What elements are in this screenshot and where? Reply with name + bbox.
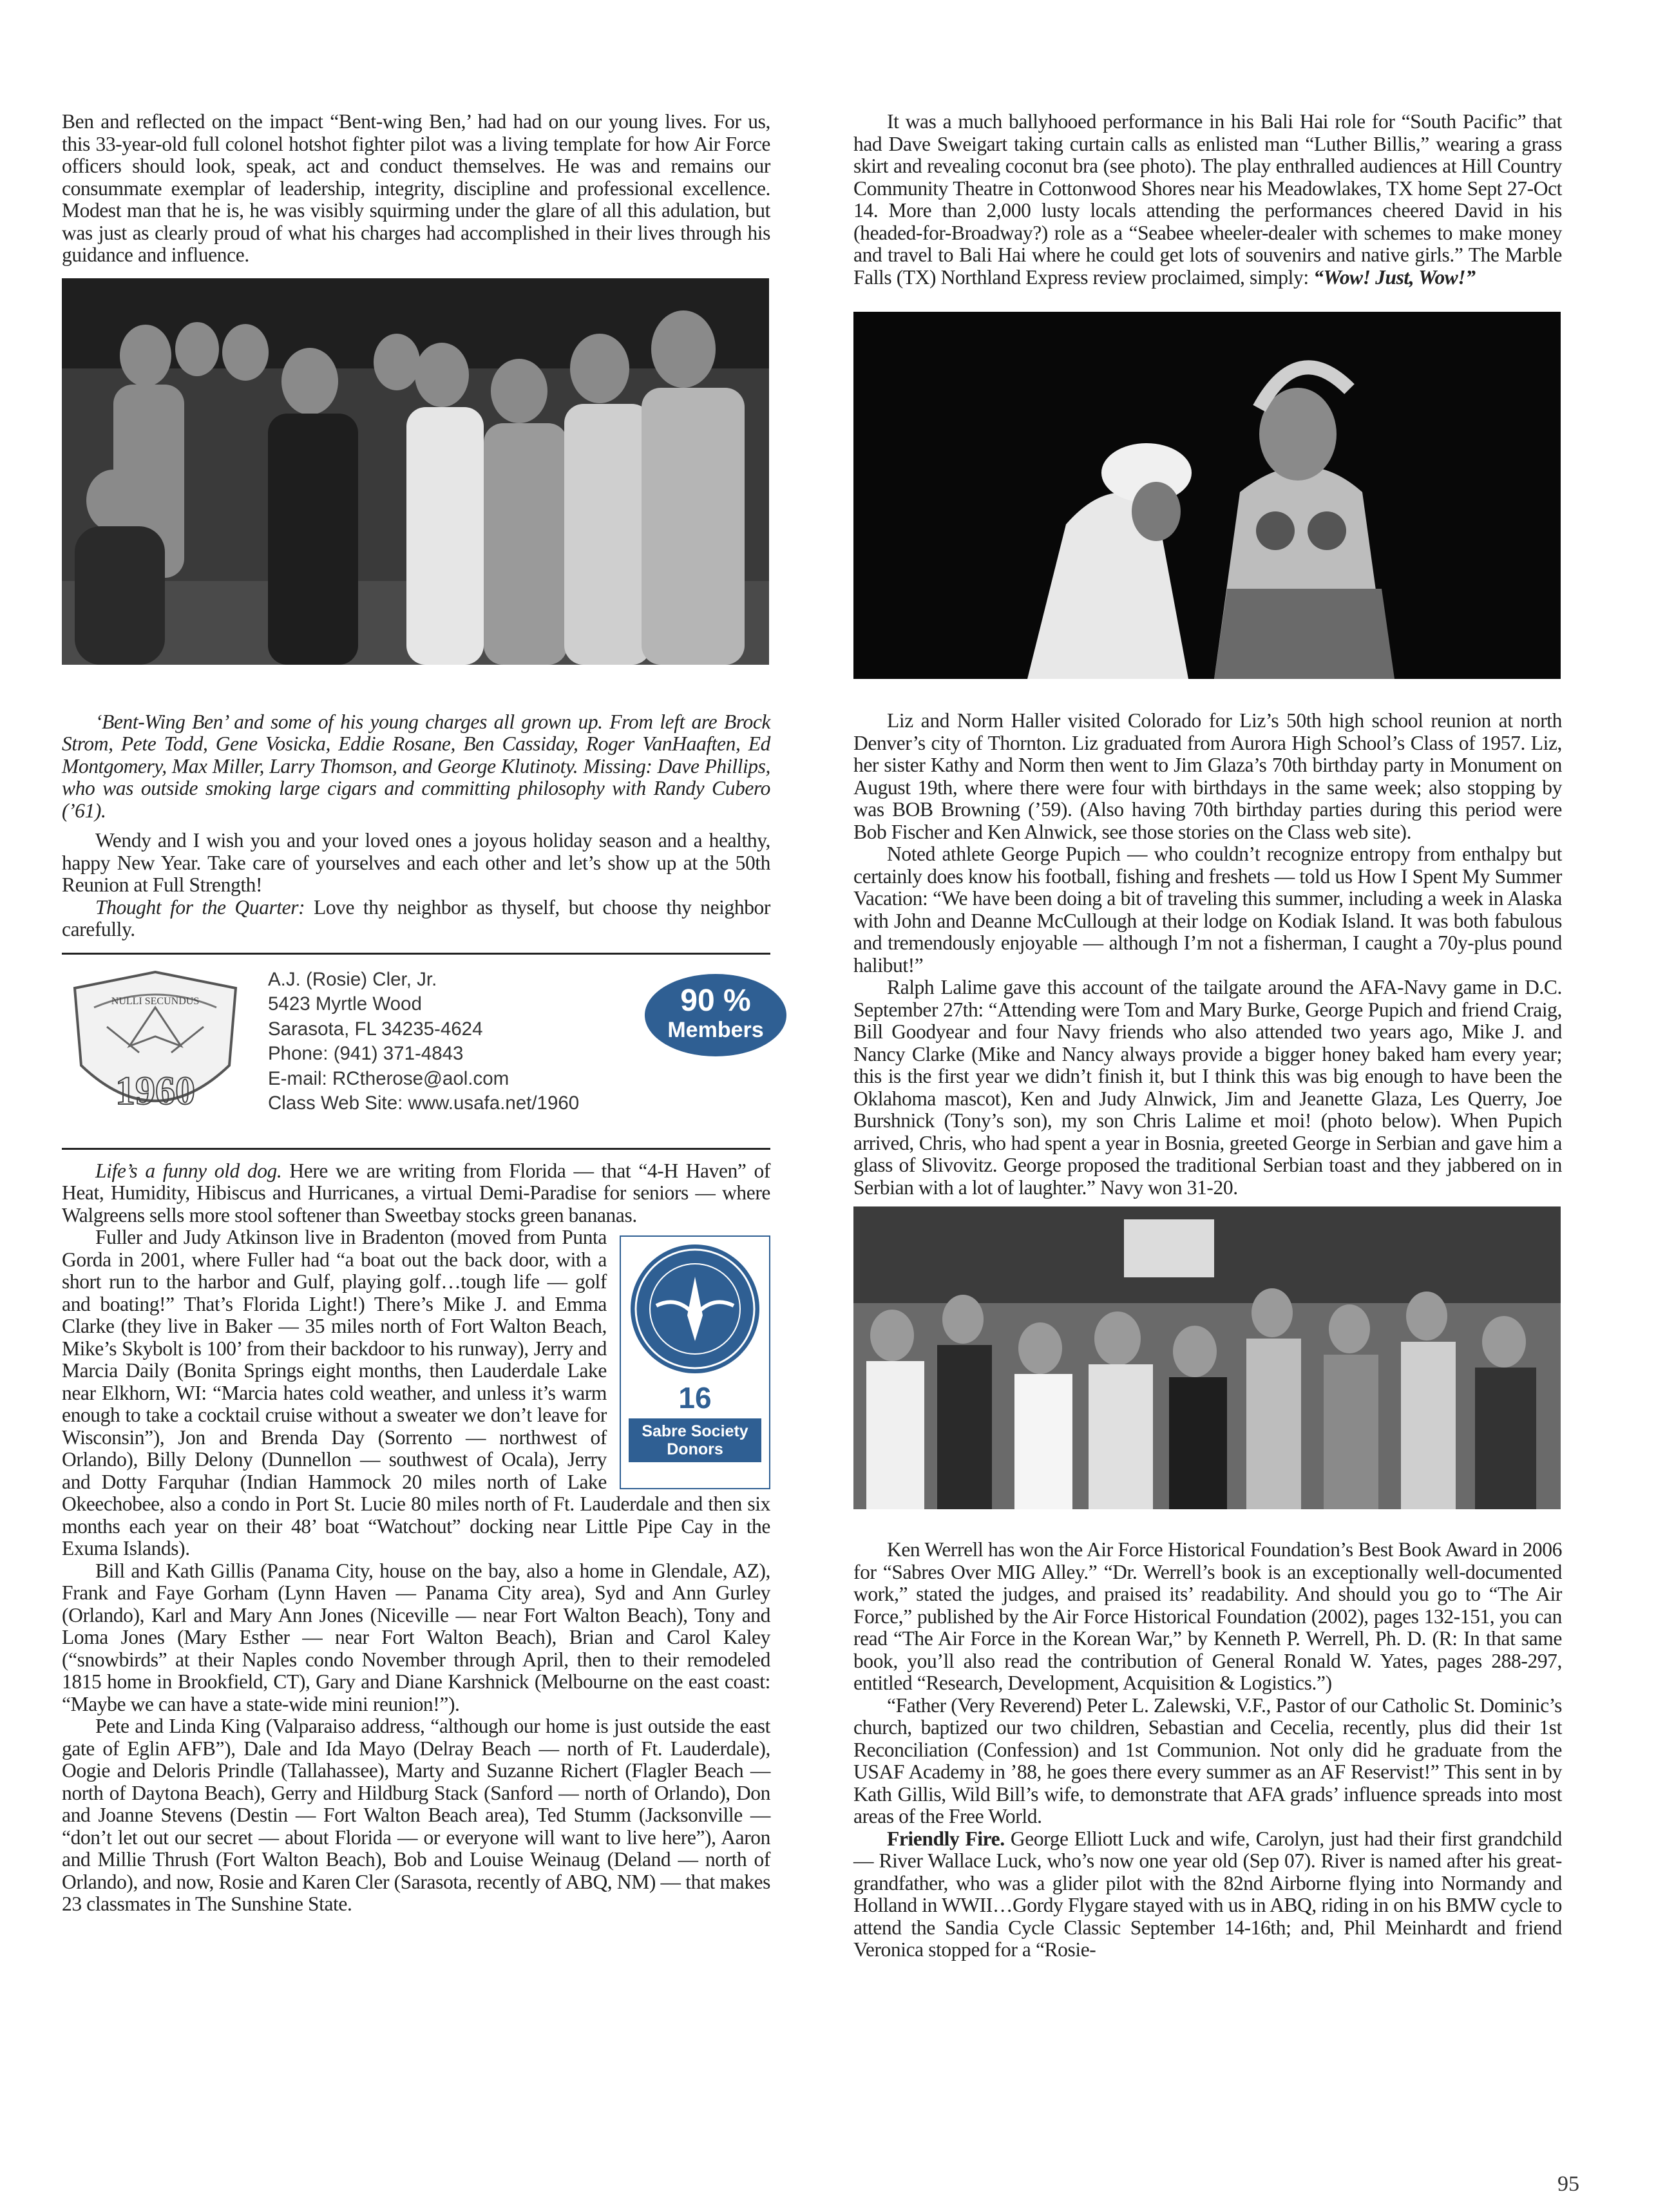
sweigart-text: It was a much ballyhooed performance in his Bali Hai role for “South Pacific” that had Dave Sweigart taking curtain calls as enlisted man “Luther Billis,” wearing a grass skirt and revealing coconut bra (see photo). The play enthralled audiences at Hill Country Community Theatre in Cottonwood Shores near his Meadowlakes, TX home Sept 27-Oct 14. More than 2,000 lusty locals attending the performances cheered David in his (headed-for-Broadway?) role as a “Seabee wheeler-dealer with schemes to make money and travel to Bali Hai where he could get lots of souvenirs and native girls.” The Marble Falls (TX) Northland Express review proclaimed, simply: <box>853 110 1562 289</box>
lalime-paragraph: Ralph Lalime gave this account of the tailgate around the AFA-Navy game in D.C. September 27th: “Attending were Tom and Mary Burke, George Pupich and friend Craig, Bill Goodyear and four Navy friends who also attended two years ago, Mike J. and Nancy Clarke (Mike and Nancy always provide a bigger honey baked ham every year; this is the first year we didn’t finish it, but I think this was big enough to have been the Oklahoma mascot), Ken and Judy Alnwick, Jim and Jeanette Glaza, Les Querry, Joe Burshnick (Tony’s son), my son Chris Lalime et moi! (photo below). When Pupich arrived, Chris, who had spent a year in Bosnia, greeted George in Serbian and gave him a glass of Slivovitz. George proposed the traditional Serbian toast and they jabbered on in Serbian with a lot of laughter.” Navy won 31-20. <box>853 976 1562 1199</box>
funny-old-dog-text: Here we are writing from Florida — that “4-H Haven” of Heat, Humidity, Hibiscus and Hurricanes, a virtual Demi-Paradise for seniors — where Walgreens sells more stool softener than Sweetbay stocks green bananas. <box>62 1159 770 1226</box>
class-rep-name: A.J. (Rosie) Cler, Jr. <box>268 968 437 990</box>
intro-paragraph: Ben and reflected on the impact “Bent-wing Ben,’ had had on our young lives. For us, this 33-year-old full colonel hotshot fighter pilot was a living template for how Air Force officers should look, speak, act and conduct themselves. He was and remains our consummate exemplar of leadership, integrity, discipline and professional excellence. Modest man that he is, he was visibly squirming under the glare of all this adulation, but was just as clearly proud of what his charges had accomplished in their lives through his guidance and influence. <box>62 110 770 266</box>
tailgate-photo <box>853 1206 1561 1509</box>
gillis-paragraph: Bill and Kath Gillis (Panama City, house on the bay, also a home in Glendale, AZ), Frank and Faye Gorham (Lynn Haven — Panama City area), Syd and Ann Gurley (Orlando), Karl and Mary Ann Jones (Niceville — near Fort Walton Beach), Tony and Loma Jones (Mary Esther — near Fort Walton Beach), Brian and Carol Kaley (“snowbirds” at their Naples condo November through April, then to their remodeled 1815 home in Brookfield, CT), Gary and Diane Karshnick (Melbourne on the east coast: “Maybe we can have a state-wide mini reunion!”). <box>62 1559 770 1715</box>
king-paragraph: Pete and Linda King (Valparaiso address, “although our home is just outside the east gate of Eglin AFB”), Dale and Ida Mayo (Delray Beach — north of Ft. Lauderdale), Oogie and Deloris Prindle (Tallahassee), Marty and Suzanne Richert (Flagler Beach — north of Daytona Beach), Gerry and Hildburg Stack (Sanford — north of Orlando), Don and Joanne Stevens (Destin — Fort Walton Beach area), Ted Stumm (Jacksonville — “don’t let out our secret — about Florida — or everyone will want to live here”), Aaron and Millie Thrush (Fort Walton Beach), Bob and Louise Weinaug (Deland — north of Orlando), and now, Rosie and Karen Cler (Sarasota, recently of ABQ, NM) — that makes 23 classmates in The Sunshine State. <box>62 1715 770 1915</box>
page-number: 95 <box>1557 2172 1579 2196</box>
crest-motto: NULLI SECUNDUS <box>111 995 200 1007</box>
class-rep-email[interactable]: E-mail: RCtherose@aol.com <box>268 1067 509 1089</box>
sabre-society-emblem-icon <box>631 1244 759 1373</box>
funny-old-dog-paragraph <box>62 1160 770 1227</box>
class-rep-street: 5423 Myrtle Wood <box>268 993 422 1015</box>
group-photo <box>62 278 769 665</box>
atkinson-paragraph: Fuller and Judy Atkinson live in Bradenton (moved from Punta Gorda in 2001, where Fuller had “a boat out the back door, with a short run to the harbor and Gulf, playing golf…tough life — golf and boating!” That’s Florida Light!) There’s Mike J. and Emma Clarke (they live in Baker — 35 miles north of Fort Walton Beach, Mike’s Skybolt is 100’ from their backdoor to his runway), Jerry and Marcia Daily (Bonita Springs eight months, then Lauderdale Lake near Elkhorn, WI: “Marcia hates cold weather, and unless it’s warm enough to take a cocktail cruise without a sweater we don’t leave for Wisconsin”), Jon and Brenda Day (Sorrento — northwest of Orlando), Billy Delony (Dunnellon — southwest of Ocala), Jerry and Dotty Farquhar (Indian Hammock 20 miles north of Lake Okeechobee, also a condo in Port St. Lucie 80 miles north of Ft. Lauderdale and then six months each year on their 48’ boat “Watchout” docking near Little Pipe Cay in the Exuma Islands). <box>62 1226 770 1559</box>
sabre-donor-label: Sabre Society Donors <box>629 1418 761 1462</box>
thought-paragraph <box>62 897 770 941</box>
tailgate-photo-image <box>853 1206 1561 1509</box>
group-photo-caption: ‘Bent-Wing Ben’ and some of his young charges all grown up. From left are Brock Strom, Pete Todd, Gene Vosicka, Eddie Rosane, Ben Cassiday, Roger VanHaaften, Ed Montgomery, Max Miller, Larry Thomson, and George Klutinoty. Missing: Dave Phillips, who was outside smoking large cigars and committing philosophy with Randy Cubero (’61). <box>62 710 770 822</box>
group-photo-image <box>62 278 769 665</box>
class-rep-city: Sarasota, FL 34235-4624 <box>268 1018 483 1040</box>
crest-year: 1960 <box>115 1069 195 1113</box>
thought-text: Love thy neighbor as thyself, but choose thy neighbor carefully. <box>62 895 770 940</box>
werrell-paragraph: Ken Werrell has won the Air Force Historical Foundation’s Best Book Award in 2006 for “Sabres Over MIG Alley.” “Dr. Werrell’s book is an exceptionally well-documented work,” stated the judges, and praised its’ readability. And should you go to “The Air Force,” published by the Air Force Historical Foundation (2002), pages 132-151, you can read “The Air Force in the Korean War,” by Kenneth P. Werrell, Ph. D. (R: In that same book, you’ll also read the contribution of General Ronald W. Yates, pages 288-297, entitled “Research, Development, Acquisition & Logistics.”) <box>853 1538 1562 1694</box>
members-percent: 90 % <box>680 983 751 1018</box>
sabre-wings-icon <box>631 1244 759 1373</box>
zalewski-paragraph: “Father (Very Reverend) Peter L. Zalewski, V.F., Pastor of our Catholic St. Dominic’s church, baptized our two children, Sebastian and Cecelia, recently, plus did their 1st Reconciliation (Confession) and 1st Communion. Not only did he graduate from the USAF Academy in ’88, he goes there every summer as an AF Reservist!” This sent in by Kath Gillis, Wild Bill’s wife, to demonstrate that AFA grads’ influence spreads into most areas of the Free World. <box>853 1693 1562 1827</box>
class-web-site[interactable]: Class Web Site: www.usafa.net/1960 <box>268 1092 580 1114</box>
class-rep-phone: Phone: (941) 371-4843 <box>268 1043 464 1064</box>
haller-paragraph: Liz and Norm Haller visited Colorado for Liz’s 50th high school reunion at north Denver’s city of Thornton. Liz graduated from Aurora High School’s Class of 1957. Liz, her sister Kathy and Norm then went to Jim Glaza’s 70th birthday party in Monument on August 19th, where there were four with birthdays in the same week; also stopping by was BOB Browning (’59). (Also having 70th birthday parties during this period were Bob Fischer and Ken Alnwick, see those stories on the Class web site). <box>853 709 1562 843</box>
luther-billis-photo-image <box>853 312 1561 679</box>
members-label: Members <box>667 1017 764 1042</box>
funny-old-dog-lead: Life’s a funny old dog. <box>95 1159 282 1182</box>
class-box-bottom-rule <box>62 1148 770 1150</box>
thought-label: Thought for the Quarter: <box>95 895 305 919</box>
right-column <box>853 111 1562 1961</box>
pupich-paragraph: Noted athlete George Pupich — who couldn’t recognize entropy from enthalpy but certainly does know his football, fishing and freshets — told us How I Spent My Summer Vacation: “We have been doing a bit of traveling this summer, including a week in Alaska with John and Deanne McCullough at their lodge on Kodiak Island. It was both fabulous and tremendously enjoyable — although I’m not a fisherman, I caught a 70y-plus pound halibut!” <box>853 843 1562 977</box>
friendly-fire-lead: Friendly Fire. <box>887 1827 1005 1850</box>
holiday-paragraph: Wendy and I wish you and your loved ones a joyous holiday season and a healthy, happy New Year. Take care of yourselves and each other and let’s show up at the 50th Reunion at Full Strength! <box>62 829 770 896</box>
class-address-block <box>268 968 579 1116</box>
sabre-donor-count: 16 <box>678 1381 712 1415</box>
class-contact-box <box>62 955 770 1148</box>
friendly-fire-paragraph <box>853 1828 1562 1961</box>
friendly-fire-text: George Elliott Luck and wife, Carolyn, just had their first grandchild — River Wallace Luck, who’s now one year old (Sep 07). River is named after his great-grandfather, who was a glider pilot with the 82nd Airborne flying into Normandy and Holland in WWII…Gordy Flygare stayed with us in ABQ, riding in on his BMW cycle to attend the Sandia Cycle Classic September 14-16th; and, Phil Meinhardt and friend Veronica stopped for a “Rosie- <box>853 1827 1562 1961</box>
members-badge <box>645 974 786 1056</box>
class-crest-icon <box>68 969 242 1136</box>
sweigart-paragraph <box>853 111 1562 289</box>
sweigart-quote: “Wow! Just, Wow!” <box>1308 265 1476 289</box>
left-column <box>62 111 770 1916</box>
sabre-society-box <box>620 1235 770 1489</box>
luther-billis-photo <box>853 312 1561 679</box>
